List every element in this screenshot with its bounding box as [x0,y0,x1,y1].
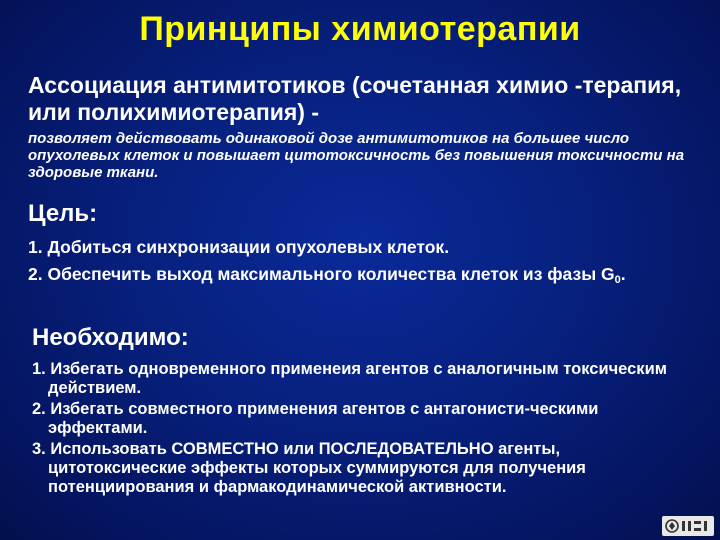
necessary-heading: Необходимо: [32,324,189,351]
necessary-item-2: 2. Избегать совместного применения агентов с антагонисти-ческими эффектами. [32,400,599,437]
goal-item-2-text: 2. Обеспечить выход максимального количества клеток из фазы [28,264,597,284]
goal-item-2 [28,263,708,291]
association-description: позволяет действовать одинаковой дозе антимитотиков на большее число опухолевых клеток и повышает цитотоксичность без повышения токсичности на здоровые ткани. [28,130,685,181]
necessary-item-3: 3. Использовать СОВМЕСТНО или ПОСЛЕДОВАТЕЛЬНО агенты, цитотоксические эффекты которых суммируются для получения потенциирования и фармакодинамической активности. [32,440,586,496]
association-heading: Ассоциация антимитотиков (сочетанная химио -терапия, или полихимиотерапия) - [28,72,682,125]
phase-label: $G_0$. [601,264,626,286]
goal-item-1: 1. Добиться синхронизации опухолевых клеток. [28,237,450,257]
goal-heading: Цель: [28,200,98,227]
necessary-list [32,360,702,499]
slide-title: Принципы химиотерапии [139,10,581,48]
watermark-logo-icon [662,516,714,536]
goal-list [28,236,708,296]
necessary-item-1: 1. Избегать одновременного применеия агентов с аналогичным токсическим действием. [32,360,667,397]
